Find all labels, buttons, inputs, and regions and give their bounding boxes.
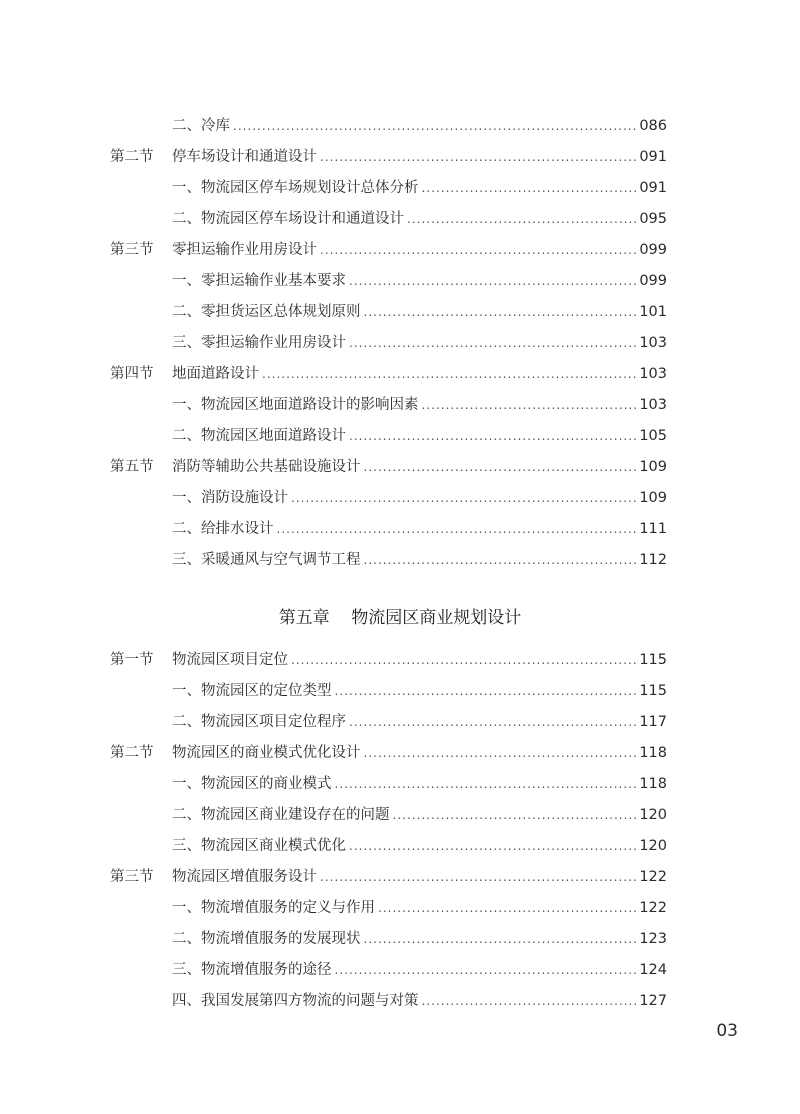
toc-section-label: 第二节 (110, 745, 154, 761)
toc-entry-title: 二、零担货运区总体规划原则 (172, 304, 361, 320)
toc-subsection-entry (0, 834, 800, 858)
toc-page-number: 091 (639, 180, 667, 196)
toc-subsection-entry (0, 486, 800, 510)
toc-entry-title: 一、零担运输作业基本要求 (172, 273, 346, 289)
toc-entry-row (172, 710, 667, 734)
toc-leader-dots (349, 269, 636, 293)
toc-entry-title: 物流园区项目定位 (172, 652, 288, 668)
toc-subsection-entry (0, 772, 800, 796)
toc-subsection-entry (0, 679, 800, 703)
chapter-heading (0, 604, 800, 632)
toc-page-number: 086 (639, 118, 667, 134)
toc-entry-title: 三、零担运输作业用房设计 (172, 335, 346, 351)
toc-entry-row (172, 331, 667, 355)
toc-page-number: 109 (639, 459, 667, 475)
toc-entry-title: 一、物流园区停车场规划设计总体分析 (172, 180, 419, 196)
toc-entry-title: 一、物流园区的商业模式 (172, 776, 332, 792)
toc-entry-row (172, 517, 667, 541)
toc-leader-dots (364, 741, 637, 765)
toc-entry-row (172, 269, 667, 293)
toc-leader-dots (335, 958, 637, 982)
toc-subsection-entry (0, 927, 800, 951)
toc-page-number: 095 (639, 211, 667, 227)
toc-page-number: 115 (639, 683, 667, 699)
toc-subsection-entry (0, 176, 800, 200)
toc-subsection-entry (0, 331, 800, 355)
page-number: 03 (716, 1021, 738, 1041)
toc-leader-dots (422, 176, 637, 200)
toc-leader-dots (364, 548, 637, 572)
toc-page-number: 112 (639, 552, 667, 568)
toc-page-number: 118 (639, 745, 667, 761)
toc-entry-row (172, 424, 667, 448)
toc-entry-row (172, 679, 667, 703)
toc-entry-row (172, 989, 667, 1013)
toc-entry-title: 物流园区增值服务设计 (172, 869, 317, 885)
toc-leader-dots (233, 114, 636, 138)
toc-leader-dots (277, 517, 637, 541)
toc-page-number: 103 (639, 335, 667, 351)
toc-entry-row (172, 741, 667, 765)
toc-entry-row (172, 486, 667, 510)
toc-page-number: 117 (639, 714, 667, 730)
toc-entry-row (172, 207, 667, 231)
toc-entry-title: 一、物流增值服务的定义与作用 (172, 900, 375, 916)
toc-leader-dots (320, 238, 636, 262)
toc-section-label: 第三节 (110, 242, 154, 258)
toc-section-label: 第四节 (110, 366, 154, 382)
toc-entry-title: 停车场设计和通道设计 (172, 149, 317, 165)
toc-leader-dots (422, 989, 637, 1013)
toc-subsection-entry (0, 958, 800, 982)
toc-entry-row (172, 958, 667, 982)
toc-subsection-entry (0, 269, 800, 293)
toc-section-entry (0, 865, 800, 889)
toc-entry-title: 三、物流园区商业模式优化 (172, 838, 346, 854)
toc-section-entry (0, 362, 800, 386)
toc-entry-row (172, 803, 667, 827)
toc-subsection-entry (0, 803, 800, 827)
toc-subsection-entry (0, 424, 800, 448)
toc-page-number: 124 (639, 962, 667, 978)
toc-leader-dots (364, 300, 637, 324)
toc-entry-title: 四、我国发展第四方物流的问题与对策 (172, 993, 419, 1009)
toc-section-entry (0, 145, 800, 169)
toc-page-number: 099 (639, 242, 667, 258)
toc-subsection-entry (0, 896, 800, 920)
toc-page-number: 103 (639, 366, 667, 382)
chapter-title: 物流园区商业规划设计 (351, 608, 522, 628)
toc-page-number: 123 (639, 931, 667, 947)
toc-page-number: 091 (639, 149, 667, 165)
toc-leader-dots (364, 927, 637, 951)
toc-section-label: 第三节 (110, 869, 154, 885)
toc-entry-row (172, 145, 667, 169)
toc-leader-dots (291, 486, 636, 510)
toc-entry-title: 二、给排水设计 (172, 521, 274, 537)
toc-page-number: 099 (639, 273, 667, 289)
toc-page-number: 127 (639, 993, 667, 1009)
toc-leader-dots (349, 424, 636, 448)
toc-subsection-entry (0, 517, 800, 541)
toc-page-number: 118 (639, 776, 667, 792)
toc-entry-title: 二、冷库 (172, 118, 230, 134)
toc-entry-title: 三、采暖通风与空气调节工程 (172, 552, 361, 568)
toc-leader-dots (378, 896, 636, 920)
toc-page-number: 115 (639, 652, 667, 668)
toc-entry-row (172, 865, 667, 889)
toc-section-label: 第五节 (110, 459, 154, 475)
toc-entry-title: 一、消防设施设计 (172, 490, 288, 506)
toc-subsection-entry (0, 300, 800, 324)
toc-entry-title: 一、物流园区地面道路设计的影响因素 (172, 397, 419, 413)
toc-leader-dots (335, 679, 637, 703)
toc-subsection-entry (0, 114, 800, 138)
toc-entry-title: 地面道路设计 (172, 366, 259, 382)
toc-page-number: 103 (639, 397, 667, 413)
toc-entry-row (172, 927, 667, 951)
toc-entry-row (172, 300, 667, 324)
toc-leader-dots (407, 207, 636, 231)
toc-entry-row (172, 362, 667, 386)
toc-leader-dots (349, 710, 636, 734)
toc-leader-dots (335, 772, 637, 796)
toc-entry-title: 二、物流园区地面道路设计 (172, 428, 346, 444)
toc-subsection-entry (0, 989, 800, 1013)
toc-leader-dots (422, 393, 637, 417)
toc-entry-title: 消防等辅助公共基础设施设计 (172, 459, 361, 475)
toc-entry-row (172, 648, 667, 672)
toc-page-number: 105 (639, 428, 667, 444)
toc-leader-dots (320, 145, 636, 169)
toc-entry-row (172, 393, 667, 417)
toc-entry-row (172, 114, 667, 138)
toc-entry-title: 一、物流园区的定位类型 (172, 683, 332, 699)
toc-entry-title: 二、物流园区商业建设存在的问题 (172, 807, 390, 823)
toc-leader-dots (320, 865, 636, 889)
toc-page-number: 122 (639, 900, 667, 916)
toc-entry-row (172, 896, 667, 920)
toc-entry-row (172, 834, 667, 858)
toc-entry-row (172, 772, 667, 796)
toc-page-number: 120 (639, 838, 667, 854)
toc-subsection-entry (0, 710, 800, 734)
toc-entry-title: 零担运输作业用房设计 (172, 242, 317, 258)
toc-entry-row (172, 455, 667, 479)
toc-section-label: 第二节 (110, 149, 154, 165)
toc-leader-dots (364, 455, 637, 479)
toc-page-number: 120 (639, 807, 667, 823)
toc-subsection-entry (0, 548, 800, 572)
toc-page-number: 122 (639, 869, 667, 885)
toc-subsection-entry (0, 207, 800, 231)
toc-entry-title: 物流园区的商业模式优化设计 (172, 745, 361, 761)
toc-page-number: 101 (639, 304, 667, 320)
toc-entry-title: 二、物流园区停车场设计和通道设计 (172, 211, 404, 227)
toc-entry-title: 三、物流增值服务的途径 (172, 962, 332, 978)
toc-section-label: 第一节 (110, 652, 154, 668)
toc-leader-dots (349, 331, 636, 355)
toc-leader-dots (349, 834, 636, 858)
toc-entry-row (172, 548, 667, 572)
toc-page-number: 109 (639, 490, 667, 506)
toc-leader-dots (393, 803, 637, 827)
toc-entry-title: 二、物流园区项目定位程序 (172, 714, 346, 730)
toc-section-entry (0, 741, 800, 765)
toc-leader-dots (262, 362, 636, 386)
chapter-number: 第五章 (278, 608, 330, 628)
toc-leader-dots (291, 648, 636, 672)
toc-entry-row (172, 238, 667, 262)
toc-section-entry (0, 455, 800, 479)
toc-section-entry (0, 238, 800, 262)
toc-section-entry (0, 648, 800, 672)
toc-subsection-entry (0, 393, 800, 417)
toc-entry-row (172, 176, 667, 200)
toc-entry-title: 二、物流增值服务的发展现状 (172, 931, 361, 947)
toc-page-number: 111 (639, 521, 667, 537)
